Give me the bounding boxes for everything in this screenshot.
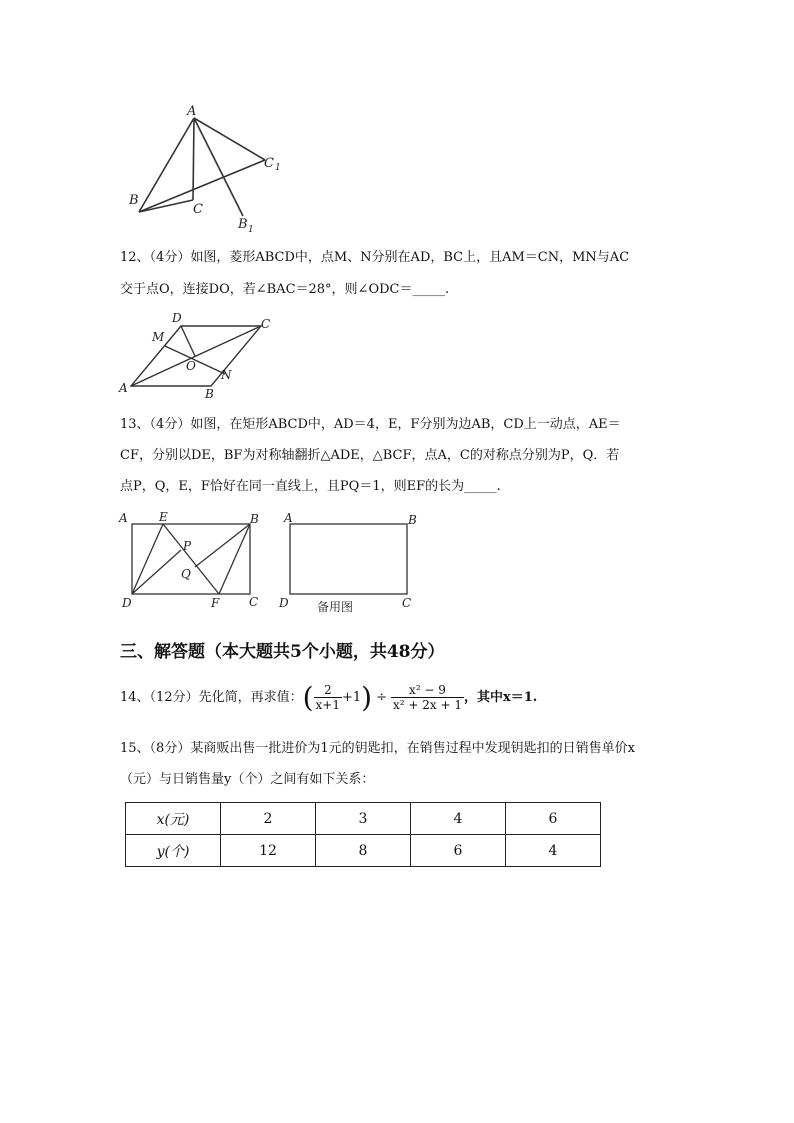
frac1-numerator: 2 xyxy=(314,683,342,698)
frac2-denominator: x² + 2x + 1 xyxy=(393,698,462,712)
figure-q13-spare xyxy=(276,506,426,616)
label-q: Q xyxy=(181,567,191,581)
table-cell: 6 xyxy=(506,803,601,835)
label-e: E xyxy=(159,510,168,524)
table-cell: 2 xyxy=(221,803,316,835)
table-cell: 4 xyxy=(506,835,601,867)
plus-one: +1 xyxy=(342,690,362,705)
frac1-denominator: x+1 xyxy=(315,698,340,712)
label-a: A xyxy=(119,511,128,525)
spare-figure-caption: 备用图 xyxy=(317,600,354,614)
label-o: O xyxy=(186,359,196,373)
right-paren: ) xyxy=(361,681,373,714)
label-n: N xyxy=(221,368,232,382)
table-cell: 4 xyxy=(411,803,506,835)
left-paren: ( xyxy=(302,681,314,714)
label-b: B xyxy=(250,512,259,526)
label-d: D xyxy=(122,596,132,610)
table-cell: 12 xyxy=(221,835,316,867)
fraction-x2-minus-9 xyxy=(391,683,464,712)
label-c: C xyxy=(249,595,259,609)
table-cell: 3 xyxy=(316,803,411,835)
label-d: D xyxy=(172,311,182,325)
label-p: P xyxy=(183,539,192,553)
fraction-2-over-x-plus-1 xyxy=(314,683,342,712)
label-c: C xyxy=(261,317,271,331)
label-f: F xyxy=(211,596,220,610)
table-row xyxy=(126,803,601,835)
table-cell: 8 xyxy=(316,835,411,867)
divide-sign: ÷ xyxy=(376,690,388,705)
frac2-numerator: x² − 9 xyxy=(391,683,464,698)
label-c1-sub: 1 xyxy=(275,163,281,173)
figure-q13-rectangle xyxy=(115,506,275,616)
label-c1: C xyxy=(264,156,274,171)
label-a: A xyxy=(187,104,197,119)
q13-line3: 点P，Q，E，F恰好在同一直线上，且PQ＝1，则EF的长为_____. xyxy=(120,479,501,494)
q13-line1: 13、（4分）如图，在矩形ABCD中，AD＝4，E，F分别为边AB，CD上一动点，AE＝ xyxy=(120,417,621,432)
q15-line2: （元）与日销售量y（个）之间有如下关系： xyxy=(120,772,375,787)
q12-line1: 12、（4分）如图，菱形ABCD中，点M、N分别在AD，BC上，且AM＝CN，MN与AC xyxy=(120,250,630,265)
label-m: M xyxy=(152,330,165,344)
q14 xyxy=(120,683,537,712)
price-sales-table xyxy=(125,802,601,867)
label-a: A xyxy=(284,511,293,525)
label-b: B xyxy=(408,513,417,527)
q12-line2: 交于点O，连接DO，若∠BAC＝28°，则∠ODC＝_____. xyxy=(120,282,450,297)
section-heading: 三、解答题（本大题共5个小题，共48分） xyxy=(120,642,445,662)
label-c: C xyxy=(193,202,203,217)
figure-q12-rhombus xyxy=(115,308,285,403)
label-a: A xyxy=(119,381,128,395)
label-b1: B xyxy=(238,217,248,232)
q14-suffix: ，其中x＝1. xyxy=(464,690,538,705)
figure-q11 xyxy=(125,100,295,240)
table-row xyxy=(126,835,601,867)
label-b: B xyxy=(129,193,139,208)
table-cell: y(个) xyxy=(126,835,221,867)
table-cell: 6 xyxy=(411,835,506,867)
q14-prefix: 14、（12分）先化简，再求值： xyxy=(120,690,303,705)
q13-line2: CF，分别以DE，BF为对称轴翻折△ADE，△BCF，点A，C的对称点分别为P，Q．若 xyxy=(120,448,620,463)
label-b1-sub: 1 xyxy=(248,225,254,235)
label-c: C xyxy=(402,596,412,610)
q15-line1: 15、（8分）某商贩出售一批进价为1元的钥匙扣，在销售过程中发现钥匙扣的日销售单价x xyxy=(120,741,635,756)
table-cell: x(元) xyxy=(126,803,221,835)
label-d: D xyxy=(279,596,289,610)
label-b: B xyxy=(205,387,214,401)
